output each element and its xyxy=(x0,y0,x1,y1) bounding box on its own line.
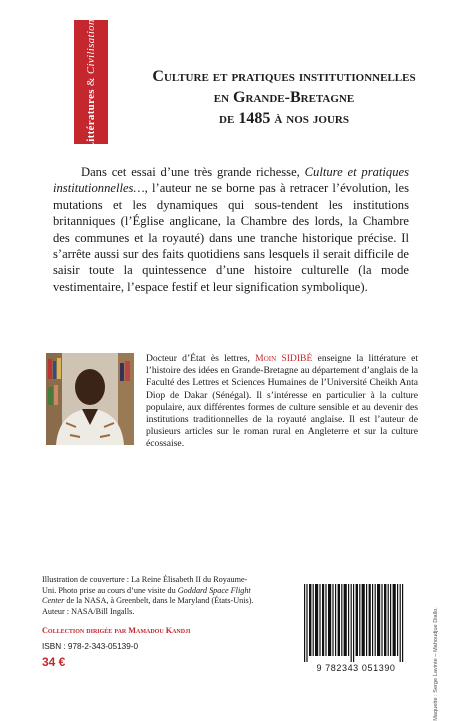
author-bio xyxy=(146,353,418,451)
author-bio-rest: enseigne la littérature et l’histoire des idées en Grande-Bretagne au département d’anglais de la Faculté des Lettres et Sciences Humaines de l’Université Cheikh Anta Diop de Dakar (Sénégal). Il s’intéresse en particulier à la culture populaire, aux différentes formes de culture sensible et au devenir des institutions traditionnelles de la royauté anglaise. Il est l’auteur de plusieurs articles sur le roman rural en Angleterre et sur la culture écossaise. xyxy=(146,353,419,450)
author-bio-start: Docteur d’État ès lettres, xyxy=(146,353,256,364)
title-line-3: de 1485 à nos jours xyxy=(219,110,349,127)
barcode xyxy=(300,584,412,662)
summary-title-italic: Culture et pratiques institutionnelles… xyxy=(53,165,409,196)
book-summary xyxy=(53,164,409,295)
collection-editor: Collection dirigée par Mamadou Kandji xyxy=(42,626,191,635)
barcode-number: 9 782343 051390 xyxy=(316,663,396,673)
price: 34 € xyxy=(42,655,66,669)
layout-credit: Maquette : Serge Lavinte – Mahoudjue Diallo. xyxy=(433,607,439,721)
title-line-2: en Grande-Bretagne xyxy=(213,89,355,106)
title-line-1: Culture et pratiques institutionnelles xyxy=(152,68,416,85)
series-tab-label: Littératures & Civilisations xyxy=(85,14,97,150)
cover-illustration-credit xyxy=(42,575,257,617)
credit-part-1: Illustration de couverture : La Reine Élisabeth II du Royaume-Uni. Photo prise au cours d’une visite du xyxy=(42,575,248,595)
author-photo xyxy=(46,353,134,445)
isbn: ISBN : 978-2-343-05139-0 xyxy=(42,642,139,651)
summary-start: Dans cet essai d’une très grande richesse, xyxy=(81,165,305,179)
summary-rest: , l’auteur ne se borne pas à retracer l’évolution, les mutations et les dynamiques qui sous-tendent les institutions britanniques (l’Église anglicane, la Chambre des lords, la Chambre des communes et la royauté) dans une tranche historique précise. Il s’arrête aussi sur des faits quotidiens sans lesquels il serait difficile de saisir toute la quintessence d’une histoire culturelle (la mode vestimentaire, l’espace festif et leur signification symbolique). xyxy=(53,181,409,294)
credit-part-2: de la NASA, à Greenbelt, dans le Maryland (États-Unis). Auteur : NASA/Bill Ingalls. xyxy=(42,596,254,616)
book-title xyxy=(134,66,434,129)
credit-italic: Goddard Space Flight Center xyxy=(42,585,251,606)
series-tab xyxy=(74,14,108,150)
author-name: Moin SIDIBÉ xyxy=(255,353,313,364)
